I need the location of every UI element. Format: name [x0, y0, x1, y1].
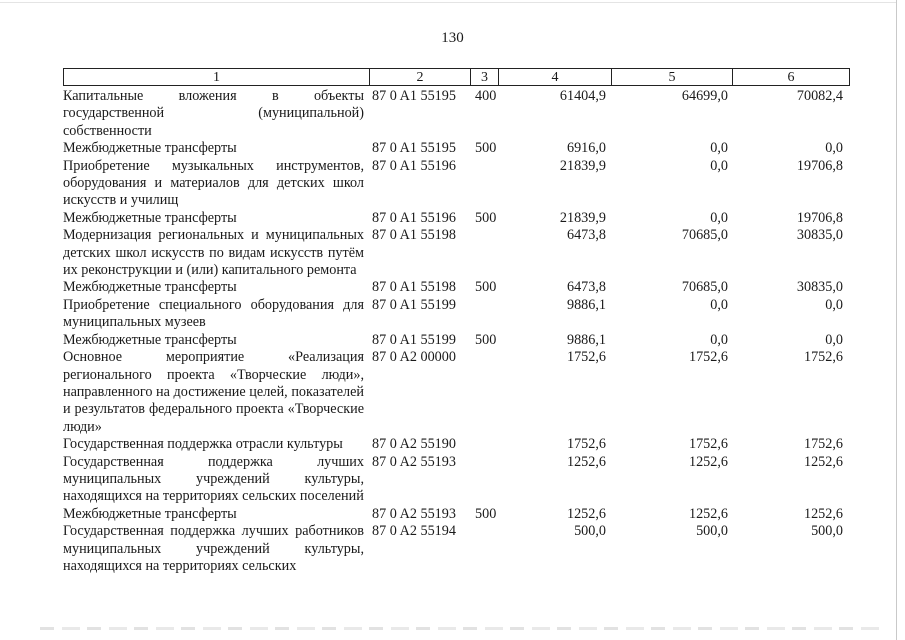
amount-col-5: 1252,6 [688, 505, 728, 522]
row-description: Межбюджетные трансферты [63, 331, 237, 348]
amount-col-4: 61404,9 [559, 88, 606, 104]
table-row [63, 523, 850, 575]
amount-col-4: 1752,6 [566, 349, 606, 366]
amount-col-6: 30835,0 [796, 279, 843, 296]
amount-col-4: 1252,6 [566, 505, 606, 522]
target-code: 87 0 A1 55195 [372, 88, 456, 104]
row-description: Модернизация региональных и муниципальных детских школ искусств по видам искусств путём их реконструкции и (или) капитального ремонта [63, 227, 364, 279]
amount-col-5: 0,0 [710, 209, 728, 226]
amount-col-4: 6916,0 [566, 140, 606, 157]
table-row [63, 140, 850, 157]
amount-col-4: 500,0 [574, 523, 606, 540]
amount-col-6: 0,0 [825, 331, 843, 348]
amount-col-6: 1752,6 [803, 436, 843, 453]
amount-col-5: 1752,6 [688, 349, 728, 366]
target-code: 87 0 A2 55190 [372, 436, 456, 453]
amount-col-5: 0,0 [710, 157, 728, 174]
target-code: 87 0 A2 00000 [372, 349, 456, 366]
amount-col-6: 0,0 [825, 140, 843, 157]
row-description: Межбюджетные трансферты [63, 279, 237, 296]
table-header [63, 68, 850, 86]
amount-col-6: 19706,8 [796, 209, 843, 226]
table-row [63, 436, 850, 453]
expense-type: 500 [475, 140, 497, 157]
amount-col-6: 30835,0 [796, 227, 843, 244]
amount-col-6: 0,0 [825, 296, 843, 313]
header-col-6: 6 [787, 70, 795, 85]
amount-col-6: 500,0 [811, 523, 843, 540]
header-col-1: 1 [213, 70, 220, 85]
amount-col-4: 1252,6 [566, 453, 606, 470]
row-description: Межбюджетные трансферты [63, 140, 237, 157]
expense-type: 500 [475, 331, 497, 348]
target-code: 87 0 A1 55196 [372, 157, 456, 174]
row-description: Межбюджетные трансферты [63, 505, 237, 522]
scan-right-edge [896, 0, 897, 640]
target-code: 87 0 A1 55198 [372, 279, 456, 296]
table-row [63, 297, 850, 332]
amount-col-5: 1252,6 [688, 453, 728, 470]
amount-col-4: 6473,8 [566, 279, 606, 296]
amount-col-5: 1752,6 [688, 436, 728, 453]
expense-type: 500 [475, 209, 497, 226]
amount-col-6: 70082,4 [796, 88, 843, 104]
target-code: 87 0 A2 55193 [372, 453, 456, 470]
amount-col-5: 500,0 [696, 523, 728, 540]
table-row [63, 349, 850, 436]
table-body [63, 88, 850, 575]
amount-col-4: 9886,1 [566, 296, 606, 313]
amount-col-4: 9886,1 [566, 331, 606, 348]
expense-type: 500 [475, 505, 497, 522]
amount-col-6: 1252,6 [803, 505, 843, 522]
amount-col-6: 1252,6 [803, 453, 843, 470]
header-col-3: 3 [481, 70, 488, 85]
row-description: Капитальные вложения в объекты государственной (муниципальной) собственности [63, 88, 364, 139]
table-row [63, 506, 850, 523]
header-col-4: 4 [551, 70, 559, 85]
table-row [63, 158, 850, 210]
row-description: Государственная поддержка лучших работников муниципальных учреждений культуры, находящихся на территориях сельских [63, 523, 364, 574]
header-col-2: 2 [416, 70, 424, 85]
amount-col-6: 1752,6 [803, 349, 843, 366]
target-code: 87 0 A1 55198 [372, 227, 456, 244]
scan-bottom-artifact [40, 627, 885, 630]
table-row [63, 210, 850, 227]
target-code: 87 0 A1 55195 [372, 140, 456, 157]
table-row [63, 454, 850, 506]
row-description: Основное мероприятие «Реализация регионального проекта «Творческие люди», направленного на достижение целей, показателей и результатов федерального проекта «Творческие люди» [63, 349, 364, 435]
scan-top-edge [0, 2, 897, 3]
amount-col-5: 70685,0 [681, 279, 728, 296]
amount-col-4: 1752,6 [566, 436, 606, 453]
target-code: 87 0 A2 55194 [372, 523, 456, 540]
expense-type: 400 [475, 88, 497, 104]
table-row [63, 279, 850, 296]
table-row [63, 227, 850, 279]
expense-type: 500 [475, 279, 497, 296]
target-code: 87 0 A1 55199 [372, 296, 456, 313]
row-description: Приобретение музыкальных инструментов, оборудования и материалов для детских школ искусств и училищ [63, 157, 364, 209]
row-description: Государственная поддержка лучших муниципальных учреждений культуры, находящихся на территориях сельских поселений [63, 453, 364, 505]
header-col-5: 5 [668, 70, 676, 85]
amount-col-4: 21839,9 [559, 209, 606, 226]
amount-col-5: 0,0 [710, 331, 728, 348]
amount-col-5: 70685,0 [681, 227, 728, 244]
page-number: 130 [441, 30, 464, 46]
table-row [63, 332, 850, 349]
row-description: Государственная поддержка отрасли культуры [63, 436, 343, 453]
amount-col-4: 6473,8 [566, 227, 606, 244]
amount-col-5: 0,0 [710, 296, 728, 313]
target-code: 87 0 A1 55199 [372, 331, 456, 348]
row-description: Межбюджетные трансферты [63, 209, 237, 226]
table-row [63, 88, 850, 140]
amount-col-4: 21839,9 [559, 157, 606, 174]
amount-col-6: 19706,8 [796, 157, 843, 174]
amount-col-5: 0,0 [710, 140, 728, 157]
amount-col-5: 64699,0 [681, 88, 728, 104]
row-description: Приобретение специального оборудования для муниципальных музеев [63, 296, 364, 331]
target-code: 87 0 A1 55196 [372, 209, 456, 226]
target-code: 87 0 A2 55193 [372, 505, 456, 522]
